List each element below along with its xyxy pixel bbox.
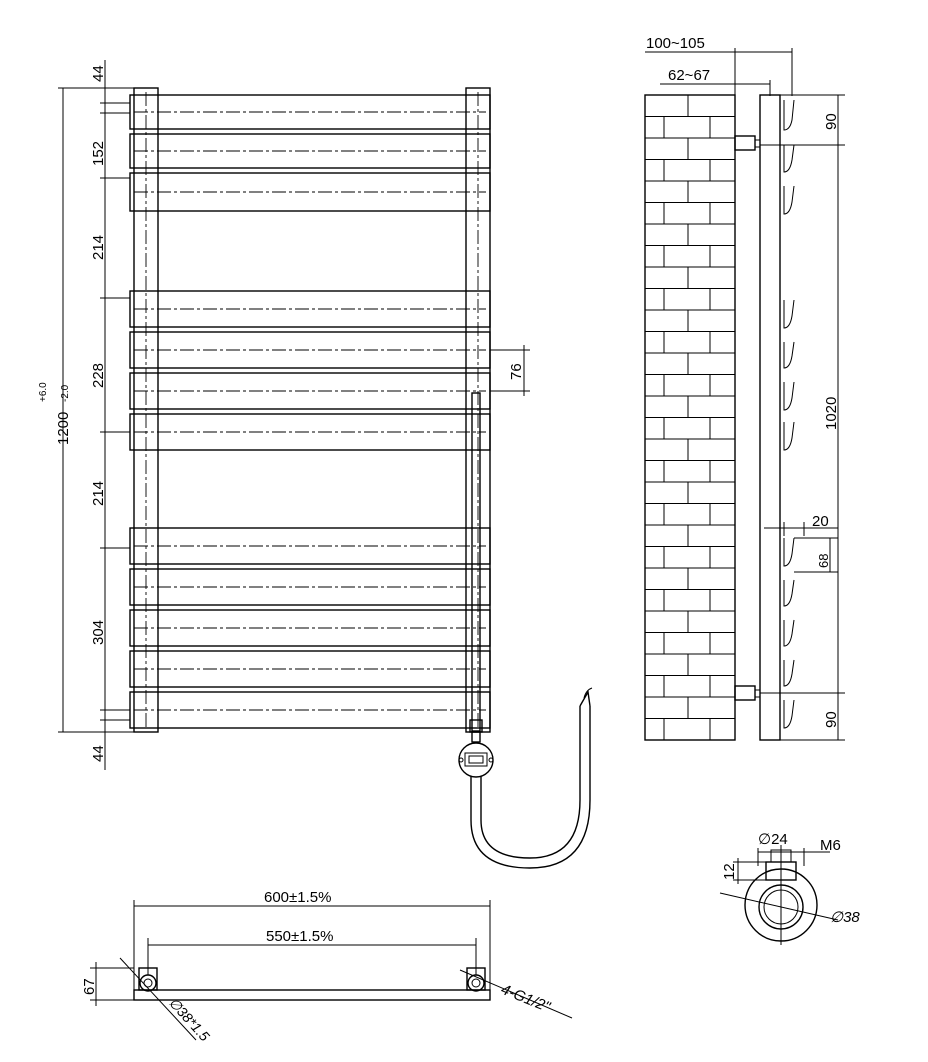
offset-label: 12 xyxy=(721,863,738,880)
depth-total-label: 100~105 xyxy=(646,35,705,52)
bar-height-label: 76 xyxy=(508,363,525,380)
slot-height-label: 68 xyxy=(816,553,831,568)
bottom-view xyxy=(81,889,572,1044)
width-total-label: 600±1.5% xyxy=(264,889,332,906)
spacing-label: 44 xyxy=(90,745,107,762)
height-tol-upper: +6.0 xyxy=(38,382,49,402)
thermostat-icon xyxy=(459,743,493,777)
depth-wall-label: 62~67 xyxy=(668,67,711,84)
diameter-large-label: ∅38 xyxy=(830,909,860,926)
bolt-label: M6 xyxy=(820,837,841,854)
height-main-label: 1200 xyxy=(55,411,72,445)
spacing-label: 304 xyxy=(90,619,107,645)
bar-slots xyxy=(784,100,794,728)
center-distance-label: 1020 xyxy=(823,396,840,430)
slot-width-label: 20 xyxy=(812,513,829,530)
top-bracket xyxy=(735,136,755,150)
spacing-label: 152 xyxy=(90,140,107,166)
diameter-small-label: ∅24 xyxy=(758,831,788,848)
spacing-label: 44 xyxy=(90,65,107,82)
side-view xyxy=(645,35,845,740)
radiator-column xyxy=(760,95,780,740)
depth-label: 67 xyxy=(81,978,98,995)
bottom-rail xyxy=(134,990,490,1000)
height-tol-lower: -2.0 xyxy=(60,384,71,402)
width-centers-label: 550±1.5% xyxy=(266,928,334,945)
flat-bars xyxy=(130,95,490,728)
front-view xyxy=(38,60,592,868)
pipe-label: ∅38*1.5 xyxy=(165,994,213,1045)
connection-label: 4-G1/2" xyxy=(498,980,553,1016)
top-offset-label: 90 xyxy=(823,113,840,130)
bottom-offset-label: 90 xyxy=(823,711,840,728)
spacing-label: 214 xyxy=(90,234,107,260)
bracket-detail xyxy=(720,831,860,945)
heating-element xyxy=(472,393,480,731)
brick-pattern xyxy=(645,95,735,740)
spacing-label: 228 xyxy=(90,362,107,388)
spacing-label: 214 xyxy=(90,480,107,506)
bottom-bracket xyxy=(735,686,755,700)
